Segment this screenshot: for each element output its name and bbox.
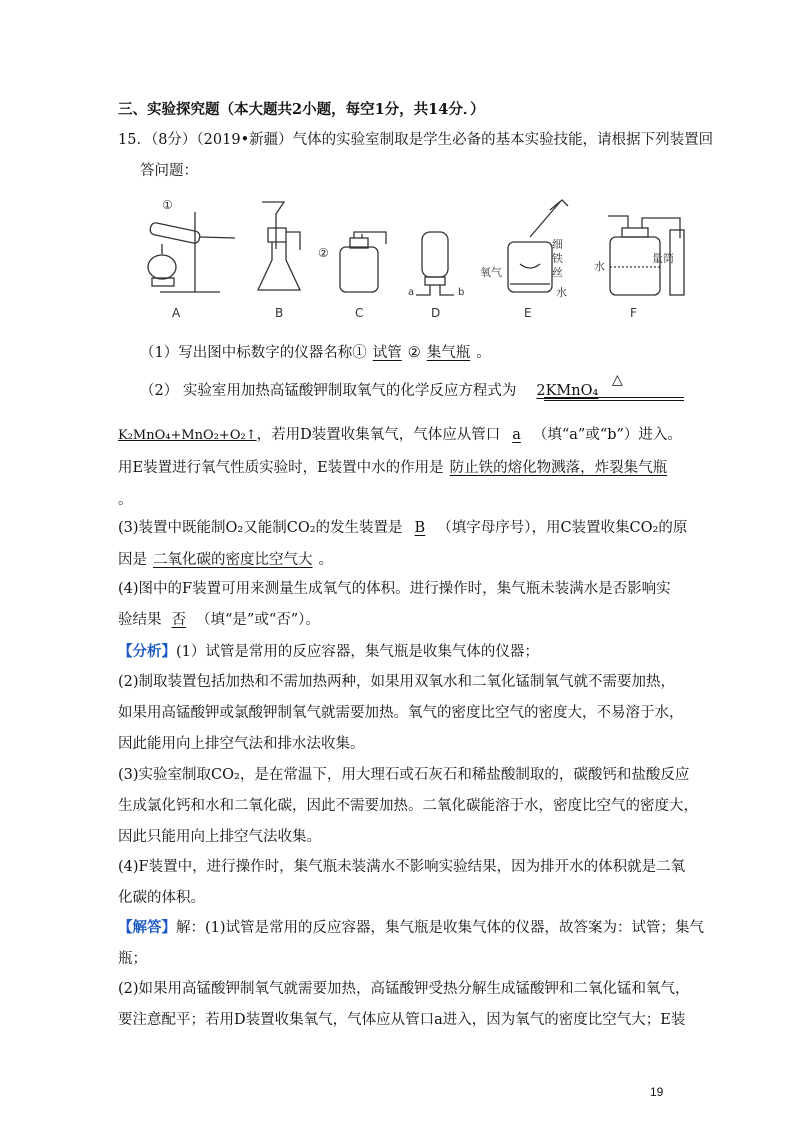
- equation-rhs: K₂MnO₄+MnO₂+O₂↑: [118, 428, 257, 443]
- part-2b-text: ，若用D装置收集氧气，气体应从管口: [256, 427, 501, 443]
- part-3b-suffix: 。: [318, 552, 333, 568]
- mark-1: ①: [162, 198, 173, 212]
- label-e: E: [524, 306, 532, 320]
- answer-text-1: 解：(1)试管是常用的反应容器，集气瓶是收集气体的仪器，故答案为：试管；集气: [176, 920, 705, 936]
- answer-line3: (2)如果用高锰酸钾制氧气就需要加热，高锰酸钾受热分解生成锰酸钾和二氧化锰和氧气，: [118, 981, 690, 997]
- analysis-line7: 因此只能用向上排空气法收集。: [118, 829, 321, 845]
- analysis-line6: 生成氯化钙和水和二氧化碳，因此不需要加热。二氧化碳能溶于水，密度比空气的密度大，: [118, 798, 698, 814]
- part-4b-answer: 否: [171, 612, 186, 628]
- analysis-tag: 【分析】: [118, 643, 176, 660]
- part-2-end: 。: [118, 492, 133, 508]
- e-text-1: 细: [552, 238, 563, 251]
- part-2-line3: [118, 458, 673, 478]
- answer-line1: [118, 918, 704, 938]
- e-oxygen: 氧气: [480, 266, 502, 279]
- part-1-answer-1: 试管: [372, 345, 402, 361]
- port-b: b: [458, 287, 465, 298]
- heat-symbol: △: [612, 372, 623, 388]
- analysis-line8: (4)F装置中，进行操作时，集气瓶未装满水不影响实验结果，因为排开水的体积就是二氧: [118, 859, 686, 875]
- label-d: D: [431, 306, 441, 320]
- analysis-line1: [118, 642, 539, 662]
- part-1-suffix: 。: [476, 345, 491, 361]
- part-1-answer-2: 集气瓶: [426, 345, 471, 361]
- label-a: A: [172, 306, 181, 320]
- part-2b-suffix: （填“a”或“b”）进入。: [532, 427, 682, 443]
- part-3-answer: B: [414, 520, 426, 536]
- label-b: B: [275, 306, 284, 320]
- part-4b-suffix: （填“是”或“否”）。: [196, 612, 320, 628]
- section-title: 三、实验探究题（本大题共2小题，每空1分，共14分．）: [118, 101, 485, 118]
- f-cylinder: 量筒: [652, 252, 674, 265]
- part-2-line1: [140, 381, 604, 401]
- apparatus-drawing: [140, 192, 685, 322]
- label-c: C: [355, 306, 364, 320]
- e-water: 水: [556, 286, 567, 299]
- part-3b-text: 因是: [118, 552, 147, 568]
- port-a: a: [408, 287, 415, 298]
- mark-2: ②: [318, 246, 329, 260]
- part-3-line2: [118, 550, 333, 570]
- part-4-line2: [118, 610, 320, 630]
- part-4b-text: 验结果: [118, 612, 162, 628]
- part-3-text: (3)装置中既能制O₂又能制CO₂的发生装置是: [118, 520, 403, 536]
- part-3-suffix: （填字母序号），用C装置收集CO₂的原: [437, 520, 688, 536]
- analysis-line2: (2)制取装置包括加热和不需加热两种，如果用双氧水和二氧化锰制氧气就不需要加热，: [118, 674, 676, 690]
- answer-line2: 瓶；: [118, 951, 147, 967]
- f-water: 水: [594, 260, 605, 273]
- part-2c-answer: 防止铁的熔化物溅落，炸裂集气瓶: [449, 460, 668, 476]
- answer-tag: 【解答】: [118, 919, 176, 936]
- question-15-line1: 15．（8分）（2019•新疆）气体的实验室制取是学生必备的基本实验技能，请根据下列装置回: [118, 132, 714, 148]
- e-text-2: 铁: [552, 252, 563, 265]
- apparatus-figure: [140, 192, 685, 322]
- part-2-text: （2） 实验室用加热高锰酸钾制取氧气的化学反应方程式为: [140, 383, 517, 399]
- analysis-line9: 化碳的体积。: [118, 890, 205, 906]
- part-3-line1: [118, 518, 687, 538]
- part-4-line1: (4)图中的F装置可用来测量生成氧气的体积。进行操作时，集气瓶未装满水是否影响实: [118, 581, 671, 597]
- analysis-line3: 如果用高锰酸钾或氯酸钾制氧气就需要加热。氧气的密度比空气的密度大，不易溶于水，: [118, 705, 684, 721]
- equation-rule-1: [544, 397, 684, 398]
- part-1-prefix: （1）写出图中标数字的仪器名称①: [140, 345, 367, 361]
- label-f: F: [630, 306, 637, 320]
- e-text-3: 丝: [552, 266, 563, 279]
- part-1-mid: ②: [407, 345, 421, 361]
- part-2c-text: 用E装置进行氧气性质实验时，E装置中水的作用是: [118, 460, 444, 476]
- analysis-line5: (3)实验室制取CO₂，是在常温下，用大理石或石灰石和稀盐酸制取的，碳酸钙和盐酸反应: [118, 767, 690, 783]
- question-15-line2: 答问题：: [140, 163, 198, 179]
- part-3b-answer: 二氧化碳的密度比空气大: [153, 552, 313, 568]
- part-2-line2: [118, 425, 682, 446]
- equation-rule-2: [544, 400, 684, 401]
- answer-line4: 要注意配平；若用D装置收集氧气，气体应从管口a进入，因为氧气的密度比空气大；E装: [118, 1012, 686, 1028]
- part-1: [140, 343, 491, 363]
- analysis-line4: 因此能用向上排空气法和排水法收集。: [118, 736, 365, 752]
- equation-lhs: 2KMnO₄: [536, 383, 599, 399]
- analysis-text-1: (1）试管是常用的反应容器，集气瓶是收集气体的仪器；: [176, 644, 539, 660]
- page-number: 19: [650, 1085, 664, 1099]
- part-2b-answer: a: [512, 427, 521, 443]
